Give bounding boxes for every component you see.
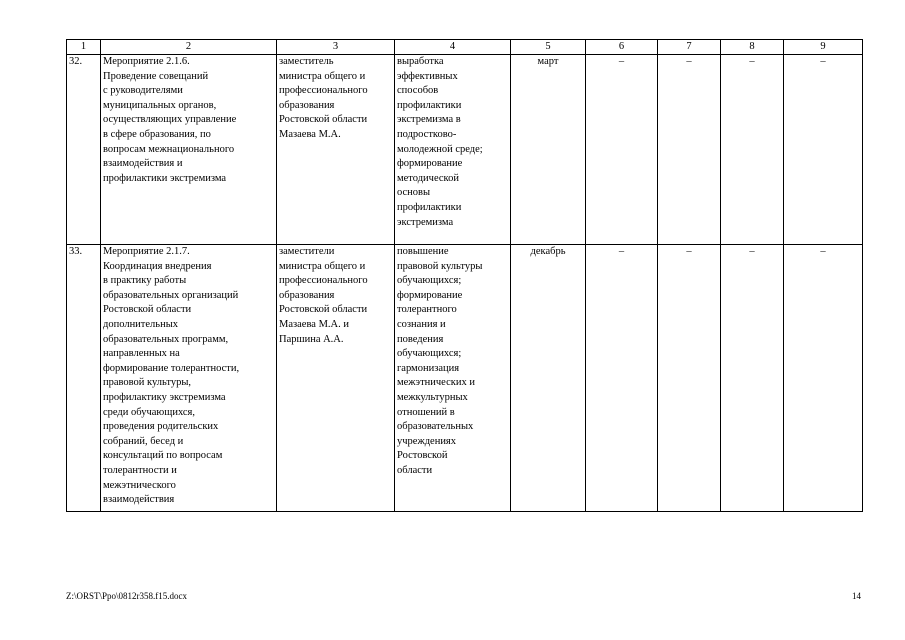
event-line: взаимодействия и bbox=[103, 158, 183, 170]
responsible-cell bbox=[277, 55, 395, 245]
event-line: Мероприятие 2.1.7. bbox=[103, 246, 190, 257]
result-line: отношений в bbox=[397, 406, 455, 418]
dash-cell: – bbox=[721, 245, 784, 512]
event-line: Координация внедрения bbox=[103, 260, 212, 272]
result-line: Ростовской bbox=[397, 450, 448, 462]
dash-cell: – bbox=[721, 55, 784, 245]
result-line: гармонизация bbox=[397, 362, 460, 374]
event-line: образовательных организаций bbox=[103, 289, 239, 301]
result-line: повышение bbox=[397, 246, 449, 257]
responsible-line: Ростовской области bbox=[279, 304, 368, 316]
event-line: вопросам межнационального bbox=[103, 143, 235, 155]
row-number: 33. bbox=[67, 245, 101, 512]
result-line: методической bbox=[397, 172, 459, 184]
result-line: толерантного bbox=[397, 304, 457, 316]
page-number: 14 bbox=[852, 591, 861, 601]
event-cell bbox=[101, 245, 277, 512]
result-line: подростково- bbox=[397, 128, 457, 140]
result-line: обучающихся; bbox=[397, 348, 462, 360]
result-line: межкультурных bbox=[397, 391, 468, 403]
plan-table bbox=[66, 39, 863, 512]
event-line: образовательных программ, bbox=[103, 333, 229, 345]
dash-cell: – bbox=[658, 55, 721, 245]
column-number: 2 bbox=[101, 40, 277, 55]
responsible-line: Мазаева М.А. и bbox=[279, 318, 349, 330]
event-line: в практику работы bbox=[103, 275, 187, 287]
event-line: межэтнического bbox=[103, 479, 176, 491]
result-line: профилактики bbox=[397, 201, 462, 213]
responsible-line: Мазаева М.А. bbox=[279, 128, 341, 140]
event-line: среди обучающихся, bbox=[103, 406, 196, 418]
event-line: профилактику экстремизма bbox=[103, 391, 226, 403]
dash-cell: – bbox=[784, 245, 863, 512]
event-line: консультаций по вопросам bbox=[103, 450, 223, 462]
responsible-line: Ростовской области bbox=[279, 114, 368, 126]
event-line: проведения родительских bbox=[103, 421, 219, 433]
column-number: 7 bbox=[658, 40, 721, 55]
event-line: формирование толерантности, bbox=[103, 362, 240, 374]
result-line: поведения bbox=[397, 333, 444, 345]
event-line: осуществляющих управление bbox=[103, 114, 237, 126]
result-line: сознания и bbox=[397, 318, 446, 330]
result-line: молодежной среде; bbox=[397, 143, 483, 155]
responsible-line: министра общего и bbox=[279, 260, 366, 272]
event-line: Мероприятие 2.1.6. bbox=[103, 56, 190, 67]
dash-cell: – bbox=[586, 245, 658, 512]
event-line: с руководителями bbox=[103, 85, 183, 97]
dash-cell: – bbox=[658, 245, 721, 512]
term-cell: декабрь bbox=[511, 245, 586, 512]
event-line: взаимодействия bbox=[103, 494, 175, 506]
event-line: правовой культуры, bbox=[103, 377, 192, 389]
column-number: 3 bbox=[277, 40, 395, 55]
responsible-line: заместители bbox=[279, 246, 335, 257]
event-line: направленных на bbox=[103, 348, 180, 360]
responsible-line: заместитель bbox=[279, 56, 334, 67]
result-line: формирование bbox=[397, 158, 463, 170]
column-number: 6 bbox=[586, 40, 658, 55]
dash-cell: – bbox=[784, 55, 863, 245]
column-number: 4 bbox=[395, 40, 511, 55]
result-line: эффективных bbox=[397, 70, 458, 82]
result-line: экстремизма в bbox=[397, 114, 461, 126]
table-row bbox=[67, 245, 863, 512]
result-line: учреждениях bbox=[397, 435, 457, 447]
responsible-line: Паршина А.А. bbox=[279, 333, 344, 345]
responsible-cell bbox=[277, 245, 395, 512]
event-line: профилактики экстремизма bbox=[103, 172, 227, 184]
event-cell bbox=[101, 55, 277, 245]
column-number: 1 bbox=[67, 40, 101, 55]
responsible-line: профессионального bbox=[279, 275, 368, 287]
event-line: Ростовской области bbox=[103, 304, 192, 316]
event-line: собраний, бесед и bbox=[103, 435, 184, 447]
row-number: 32. bbox=[67, 55, 101, 245]
result-line: межэтнических и bbox=[397, 377, 475, 389]
responsible-line: образования bbox=[279, 289, 335, 301]
column-number-row bbox=[67, 40, 863, 55]
column-number: 8 bbox=[721, 40, 784, 55]
result-line: обучающихся; bbox=[397, 275, 462, 287]
result-line: профилактики bbox=[397, 99, 462, 111]
event-line: Проведение совещаний bbox=[103, 70, 209, 82]
responsible-line: министра общего и bbox=[279, 70, 366, 82]
result-line: выработка bbox=[397, 56, 444, 67]
column-number: 9 bbox=[784, 40, 863, 55]
event-line: муниципальных органов, bbox=[103, 99, 217, 111]
event-line: в сфере образования, по bbox=[103, 128, 211, 140]
result-line: правовой культуры bbox=[397, 260, 483, 272]
responsible-line: образования bbox=[279, 99, 335, 111]
column-number: 5 bbox=[511, 40, 586, 55]
result-cell bbox=[395, 55, 511, 245]
result-line: области bbox=[397, 464, 433, 476]
dash-cell: – bbox=[586, 55, 658, 245]
result-line: образовательных bbox=[397, 421, 474, 433]
result-line: способов bbox=[397, 85, 439, 97]
table-row bbox=[67, 55, 863, 245]
term-cell: март bbox=[511, 55, 586, 245]
result-line: формирование bbox=[397, 289, 463, 301]
result-cell bbox=[395, 245, 511, 512]
result-line: основы bbox=[397, 187, 431, 199]
event-line: толерантности и bbox=[103, 464, 177, 476]
file-path: Z:\ORST\Ppo\0812r358.f15.docx bbox=[66, 591, 187, 601]
event-line: дополнительных bbox=[103, 318, 179, 330]
result-line: экстремизма bbox=[397, 216, 454, 228]
responsible-line: профессионального bbox=[279, 85, 368, 97]
